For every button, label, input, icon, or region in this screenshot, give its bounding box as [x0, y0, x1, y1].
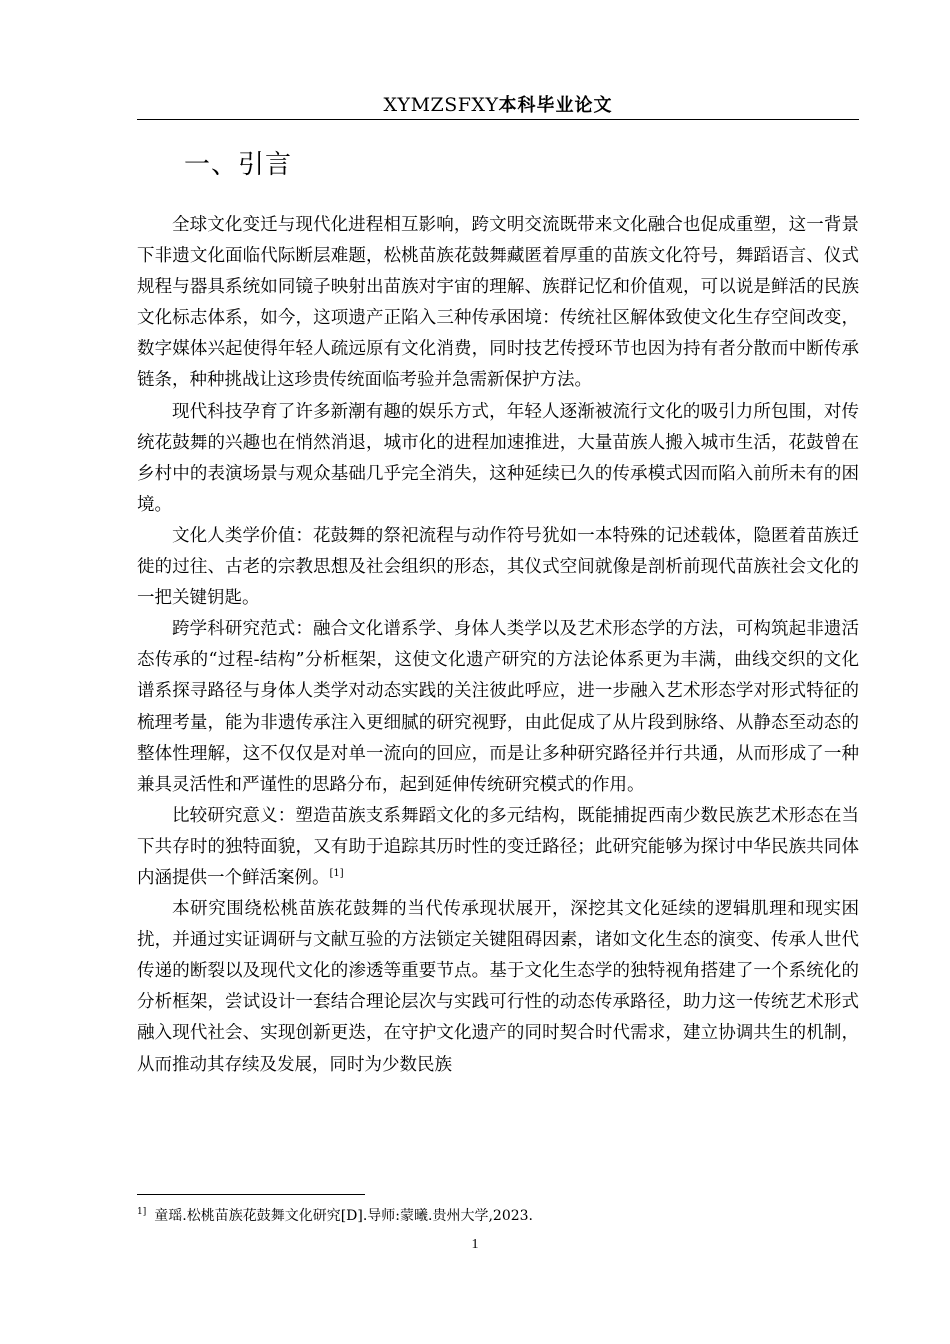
body-text	[137, 210, 859, 1081]
paragraph: 比较研究意义：塑造苗族支系舞蹈文化的多元结构，既能捕捉西南少数民族艺术形态在当下共存时的独特面貌，又有助于追踪其历时性的变迁路径；此研究能够为探讨中华民族共同体内涵提供一个鲜活案例。[1]	[137, 805, 859, 888]
footnote-text: 童瑶.松桃苗族花鼓舞文化研究[D].导师:蒙曦.贵州大学,2023.	[154, 1208, 533, 1224]
citation-ref[interactable]: [1]	[329, 867, 344, 879]
footnote	[137, 1205, 859, 1227]
header-divider	[137, 119, 859, 120]
paragraph: 现代科技孕育了许多新潮有趣的娱乐方式，年轻人逐渐被流行文化的吸引力所包围，对传统花鼓舞的兴趣也在悄然消退，城市化的进程加速推进，大量苗族人搬入城市生活，花鼓曾在乡村中的表演场景与观众基础几乎完全消失，这种延续已久的传承模式因而陷入前所未有的困境。	[137, 401, 859, 515]
paragraph: 文化人类学价值：花鼓舞的祭祀流程与动作符号犹如一本特殊的记述载体，隐匿着苗族迁徙的过往、古老的宗教思想及社会组织的形态，其仪式空间就像是剖析前现代苗族社会文化的一把关键钥匙。	[137, 525, 859, 609]
footnote-divider	[137, 1194, 365, 1195]
paragraph: 跨学科研究范式：融合文化谱系学、身体人类学以及艺术形态学的方法，可构筑起非遗活态传承的“过程-结构”分析框架，这使文化遗产研究的方法论体系更为丰满，曲线交织的文化谱系探寻路径与身体人类学对动态实践的关注彼此呼应，进一步融入艺术形态学对形式特征的梳理考量，能为非遗传承注入更细腻的研究视野，由此促成了从片段到脉络、从静态至动态的整体性理解，这不仅仅是对单一流向的回应，而是让多种研究路径并行共通，从而形成了一种兼具灵活性和严谨性的思路分布，起到延伸传统研究模式的作用。	[137, 619, 859, 795]
header-code: XYMZSFXY	[383, 94, 499, 116]
section-heading: 一、引言	[184, 150, 293, 180]
header-title: 本科毕业论文	[498, 95, 613, 116]
footnote-marker: 1]	[137, 1207, 147, 1217]
paragraph: 本研究围绕松桃苗族花鼓舞的当代传承现状展开，深挖其文化延续的逻辑肌理和现实困扰，并通过实证调研与文献互验的方法锁定关键阻碍因素，诸如文化生态的演变、传承人世代传递的断裂以及现代文化的渗透等重要节点。基于文化生态学的独特视角搭建了一个系统化的分析框架，尝试设计一套结合理论层次与实践可行性的动态传承路径，助力这一传统艺术形式融入现代社会、实现创新更迭，在守护文化遗产的同时契合时代需求，建立协调共生的机制，从而推动其存续及发展，同时为少数民族	[137, 899, 859, 1075]
page-number: 1	[471, 1237, 479, 1252]
page-header	[137, 92, 859, 119]
paragraph: 全球文化变迁与现代化进程相互影响，跨文明交流既带来文化融合也促成重塑，这一背景下非遗文化面临代际断层难题，松桃苗族花鼓舞藏匿着厚重的苗族文化符号，舞蹈语言、仪式规程与器具系统如同镜子映射出苗族对宇宙的理解、族群记忆和价值观，可以说是鲜活的民族文化标志体系，如今，这项遗产正陷入三种传承困境：传统社区解体致使文化生存空间改变，数字媒体兴起使得年轻人疏远原有文化消费，同时技艺传授环节也因为持有者分散而中断传承链条，种种挑战让这珍贵传统面临考验并急需新保护方法。	[137, 215, 859, 391]
